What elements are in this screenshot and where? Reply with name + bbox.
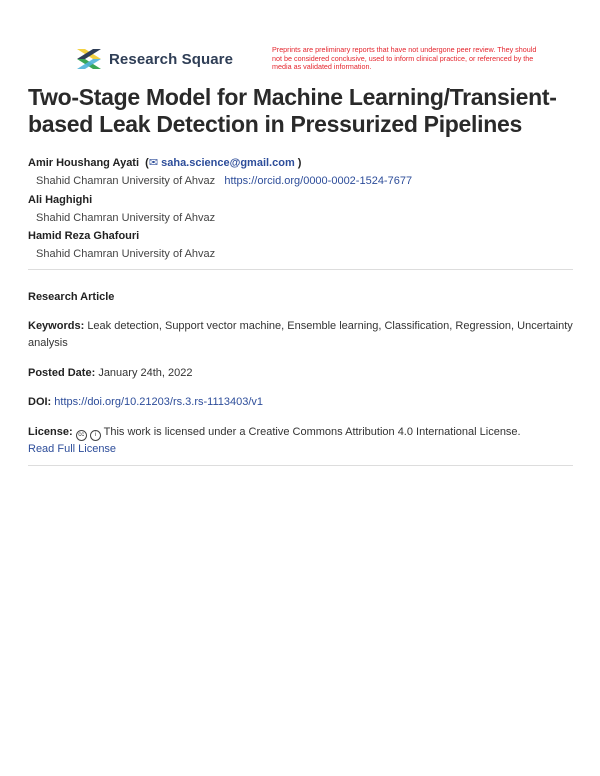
affiliation-text: Shahid Chamran University of Ahvaz <box>36 175 216 188</box>
mail-icon: ✉ <box>148 157 159 169</box>
by-icon: i <box>90 430 101 441</box>
keywords-label: Keywords: <box>28 320 85 332</box>
author-name: Amir Houshang Ayati <box>28 157 140 169</box>
author-affiliation: Shahid Chamran University of Ahvaz <box>36 248 216 261</box>
license-text: This work is licensed under a Creative Commons Attribution 4.0 International License. <box>103 426 521 438</box>
author-email-link[interactable]: saha.science@gmail.com <box>161 157 295 169</box>
orcid-link[interactable]: https://orcid.org/0000-0002-1524-7677 <box>224 175 413 188</box>
research-square-logo[interactable] <box>75 47 233 71</box>
author-affiliation <box>28 172 412 190</box>
posted-date-value: January 24th, 2022 <box>98 367 193 379</box>
posted-date <box>28 365 573 382</box>
license-label: License: <box>28 426 73 438</box>
posted-date-label: Posted Date: <box>28 367 96 379</box>
paper-title: Two-Stage Model for Machine Learning/Transient-based Leak Detection in Pressurized Pipelines <box>28 84 557 137</box>
cc-icon: cc <box>76 430 87 441</box>
doi-link[interactable]: https://doi.org/10.21203/rs.3.rs-1113403/v1 <box>54 396 264 408</box>
article-type: Research Article <box>28 291 115 303</box>
logo-text: Research Square <box>109 50 234 68</box>
author-1: Amir Houshang Ayati (✉ saha.science@gmail.com ) <box>28 157 302 169</box>
author-affiliation: Shahid Chamran University of Ahvaz <box>36 211 216 224</box>
doi <box>28 394 573 411</box>
keywords <box>28 318 573 352</box>
author-name: Hamid Reza Ghafouri <box>28 230 140 243</box>
author-name: Ali Haghighi <box>28 193 93 206</box>
keywords-value: Leak detection, Support vector machine, Ensemble learning, Classification, Regression, Uncertainty analysis <box>28 320 573 349</box>
divider <box>28 465 573 466</box>
research-square-logo-icon <box>75 47 103 71</box>
preprint-disclaimer: Preprints are preliminary reports that have not undergone peer review. They should not be considered conclusive, used to inform clinical practice, or referenced by the media as validated information. <box>272 45 537 72</box>
divider <box>28 269 573 270</box>
license <box>28 424 573 458</box>
read-full-license-link[interactable]: Read Full License <box>28 443 117 455</box>
author-list <box>28 154 412 264</box>
doi-label: DOI: <box>28 396 52 408</box>
